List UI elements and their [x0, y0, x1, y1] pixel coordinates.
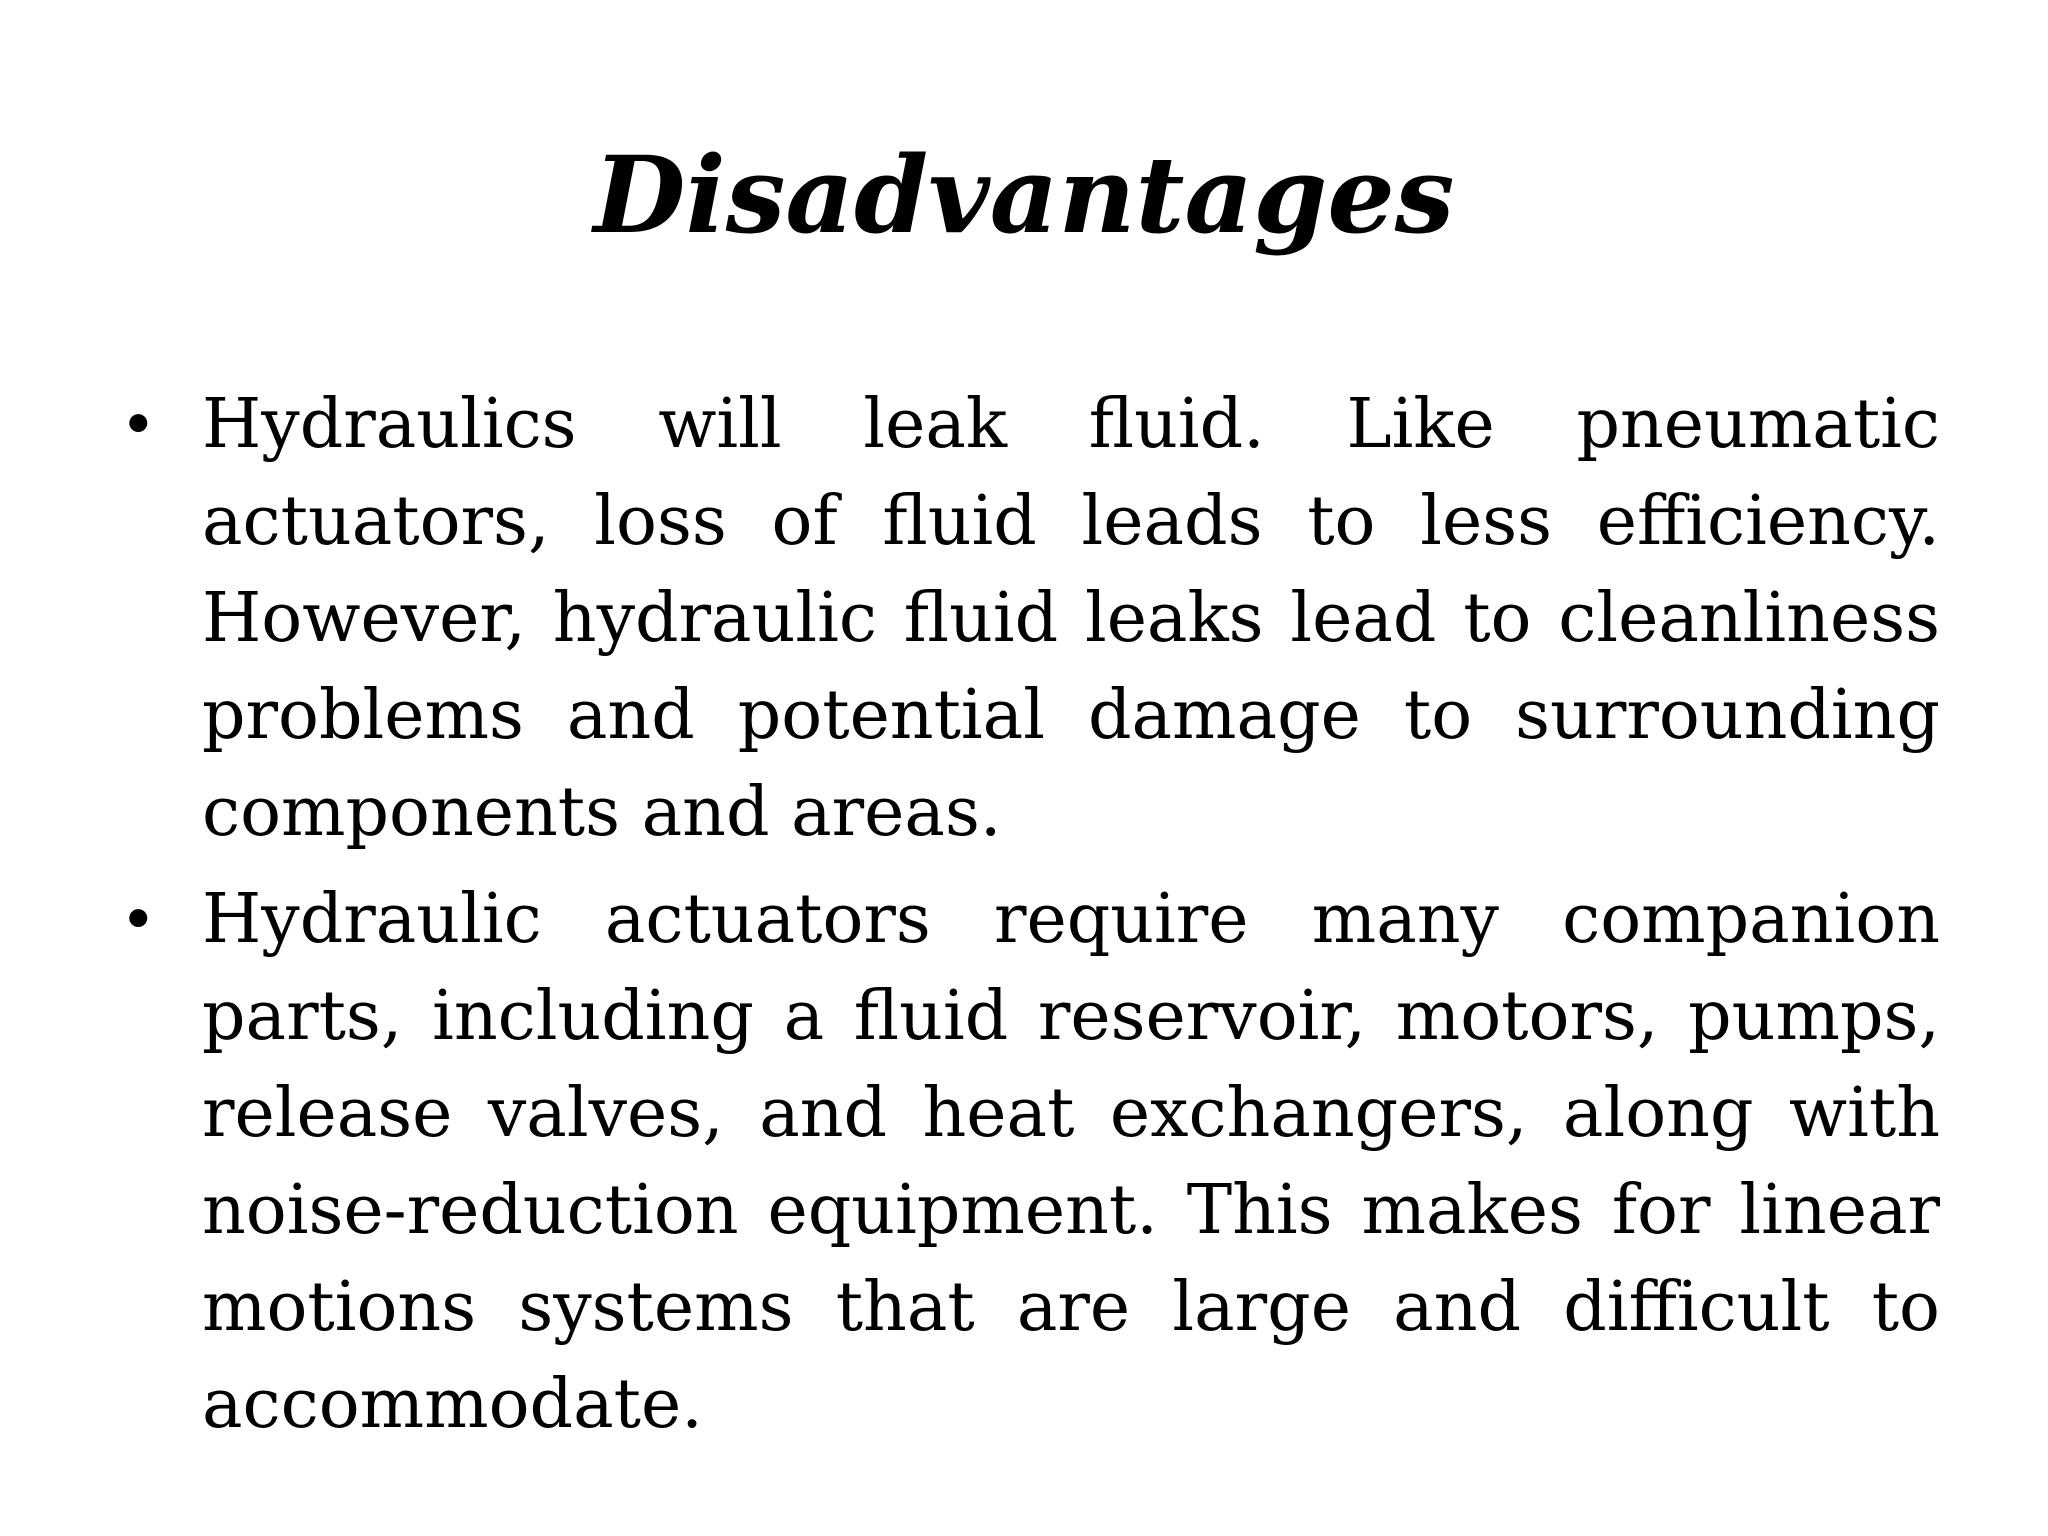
bullet-text: Hydraulic actuators require many companion parts, including a fluid reservoir, motors, pumps, release valves, and heat exchangers, along with noise-reduction equipment. This makes for linear motions systems that are large and difficult to accommodate. [202, 880, 1940, 1444]
bullet-icon: • [120, 388, 157, 461]
bullet-text: Hydraulics will leak fluid. Like pneumatic actuators, loss of fluid leads to less efficiency. However, hydraulic fluid leaks lead to cleanliness problems and potential damage to surrounding components and areas. [202, 385, 1940, 852]
bullet-item [120, 871, 1940, 1453]
bullet-icon: • [120, 883, 157, 956]
slide-title: Disadvantages [593, 132, 1455, 257]
bullet-list [120, 376, 1940, 1463]
bullet-item [120, 376, 1940, 861]
